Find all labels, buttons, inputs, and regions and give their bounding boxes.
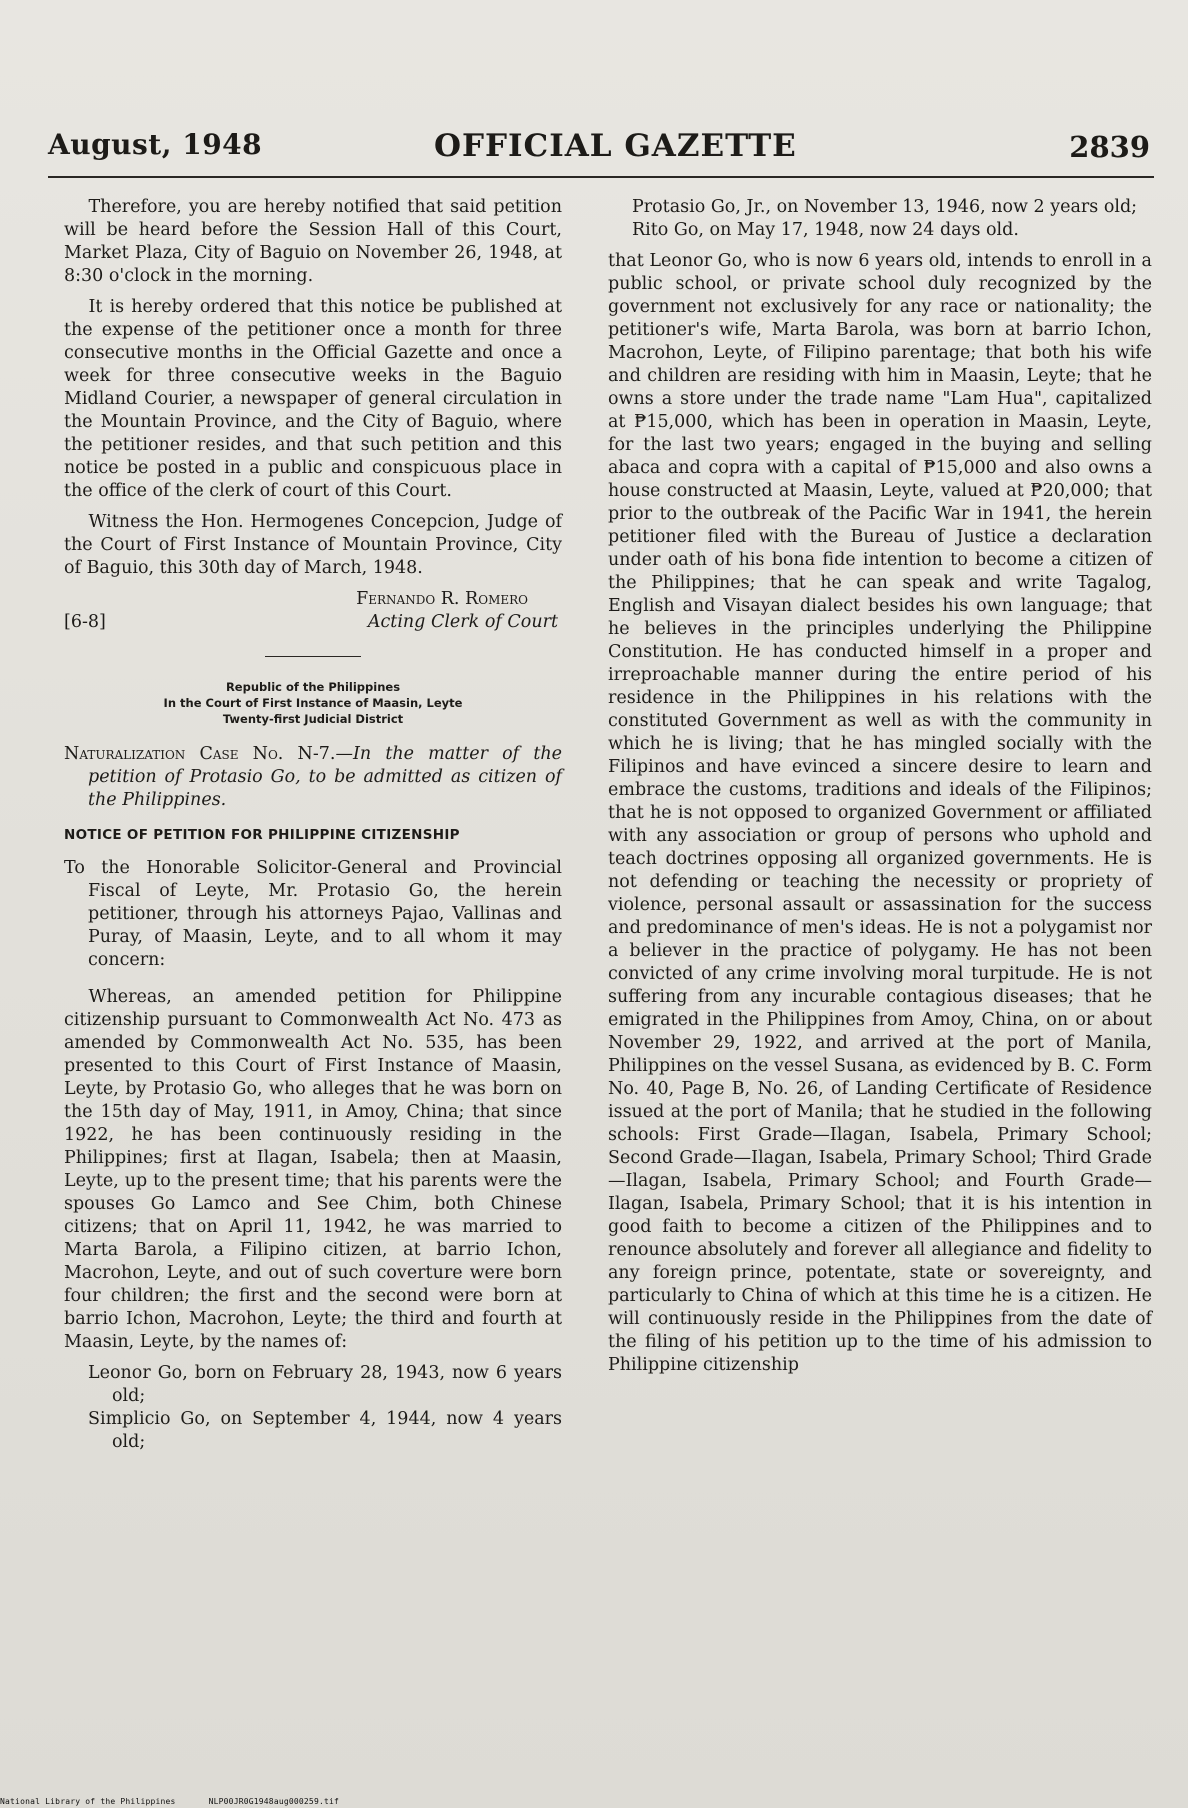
signer-name: Fernando R. Romero [356, 589, 528, 609]
library-credit: National Library of the Philippines [0, 1797, 176, 1806]
left-column [64, 196, 562, 1454]
paragraph-publication-order: It is hereby ordered that this notice be published at the expense of the petitioner once a month for three consecutive months in the Official Gazette and once a week for three consecutive weeks in the Baguio Midland Courier, a newspaper of general circulation in the Mountain Province, and the City of Baguio, where the petitioner resides, and that such petition and this notice be posted in a public and conspicuous place in the office of the clerk of court of this Court. [64, 297, 562, 501]
paragraph-hearing-notice: Therefore, you are hereby notified that said petition will be heard before the Session Hall of this Court, Market Plaza, City of Baguio on November 26, 1948, at 8:30 o'clock in the morning. [64, 197, 562, 286]
court-line: Republic of the Philippines [225, 680, 401, 694]
signature-block [64, 588, 562, 611]
child-entry: Rito Go, on May 17, 1948, now 24 days old. [632, 220, 1019, 240]
scan-filename: NLP00JR0G1948aug000259.tif [208, 1797, 340, 1806]
case-caption [64, 743, 562, 812]
case-label: Naturalization Case No. N-7. [64, 744, 336, 764]
reference-number: [6-8] [64, 612, 106, 632]
notice-heading: NOTICE OF PETITION FOR PHILIPPINE CITIZENSHIP [64, 827, 460, 843]
issue-date: August, 1948 [48, 128, 263, 161]
child-entry: Simplicio Go, on September 4, 1944, now 4 years old; [88, 1409, 562, 1452]
paragraph-whereas: Whereas, an amended petition for Philippine citizenship pursuant to Commonwealth Act No. 473 as amended by Commonwealth Act No. 535, has been presented to this Court of First Instance of Maasin, Leyte, by Protasio Go, who alleges that he was born on the 15th day of May, 1911, in Amoy, China; that since 1922, he has been continuously residing in the Philippines; first at Ilagan, Isabela; then at Maasin, Leyte, up to the present time; that his parents were the spouses Go Lamco and See Chim, both Chinese citizens; that on April 11, 1942, he was married to Marta Barola, a Filipino citizen, at barrio Ichon, Macrohon, Leyte, and out of such coverture were born four children; the first and the second were born at barrio Ichon, Macrohon, Leyte; the third and fourth at Maasin, Leyte, by the names of: [64, 987, 562, 1352]
signature-row [64, 611, 562, 634]
court-heading [64, 679, 562, 727]
child-entry: Protasio Go, Jr., on November 13, 1946, now 2 years old; [632, 197, 1138, 217]
salutation: To the Honorable Solicitor-General and Provincial Fiscal of Leyte, Mr. Protasio Go, the herein petitioner, through his attorneys Pajao, Vallinas and Puray, of Maasin, Leyte, and to all whom it may concern: [64, 858, 562, 970]
scan-footer [0, 1797, 367, 1806]
court-line: Twenty-first Judicial District [222, 712, 404, 726]
case-description: —In the matter of the petition of Protasio Go, to be admitted as citizen of the Philippines. [88, 744, 562, 810]
signer-title: Acting Clerk of Court [367, 612, 558, 632]
court-line: In the Court of First Instance of Maasin, Leyte [163, 696, 463, 710]
child-entry: Leonor Go, born on February 28, 1943, now 6 years old; [88, 1363, 562, 1406]
paragraph-witness: Witness the Hon. Hermogenes Concepcion, Judge of the Court of First Instance of Mountain Province, City of Baguio, this 30th day of March, 1948. [64, 512, 562, 578]
page-number: 2839 [1069, 130, 1150, 164]
section-divider [265, 656, 361, 657]
publication-title: OFFICIAL GAZETTE [434, 128, 797, 164]
page-header [48, 128, 1154, 178]
header-rule [48, 176, 1154, 178]
paragraph-petition-details: that Leonor Go, who is now 6 years old, intends to enroll in a public school, or private school duly recognized by the government not exclusively for any race or nationality; the petitioner's wife, Marta Barola, was born at barrio Ichon, Macrohon, Leyte, of Filipino parentage; that both his wife and children are residing with him in Maasin, Leyte; that he owns a store under the trade name "Lam Hua", capitalized at ₱15,000, which has been in operation in Maasin, Leyte, for the last two years; engaged in the buying and selling abaca and copra with a capital of ₱15,000 and also owns a house constructed at Maasin, Leyte, valued at ₱20,000; that prior to the outbreak of the Pacific War in 1941, the herein petitioner filed with the Bureau of Justice a declaration under oath of his bona fide intention to become a citizen of the Philippines; that he can speak and write Tagalog, English and Visayan dialect besides his own language; that he believes in the principles underlying the Philippine Constitution. He has conducted himself in a proper and irreproachable manner during the entire period of his residence in the Philippines in his relations with the constituted Government as well as with the community in which he is living; that he has mingled socially with the Filipinos and have evinced a sincere desire to learn and embrace the customs, traditions and ideals of the Filipinos; that he is not opposed to organized Government or affiliated with any association or group of persons who uphold and teach doctrines opposing all organized governments. He is not defending or teaching the necessity or propriety of violence, personal assault or assassination for the success and predominance of men's ideas. He is not a polygamist nor a believer in the practice of polygamy. He has not been convicted of any crime involving moral turpitude. He is not suffering from any incurable contagious diseases; that he emigrated in the Philippines from Amoy, China, on or about November 29, 1922, and arrived at the port of Manila, Philippines on the vessel Susana, as evidenced by B. C. Form No. 40, Page B, No. 26, of Landing Certificate of Residence issued at the port of Manila; that he studied in the following schools: First Grade—Ilagan, Isabela, Primary School; Second Grade—Ilagan, Isabela, Primary School; Third Grade—Ilagan, Isabela, Primary School; and Fourth Grade—Ilagan, Isabela, Primary School; that it is his intention in good faith to become a citizen of the Philippines and to renounce absolutely and forever all allegiance and fidelity to any foreign prince, potentate, state or sovereignty, and particularly to China of which at this time he is a citizen. He will continuously reside in the Philippines from the date of the filing of his petition up to the time of his admission to Philippine citizenship [608, 251, 1152, 1375]
right-column [608, 196, 1152, 1385]
